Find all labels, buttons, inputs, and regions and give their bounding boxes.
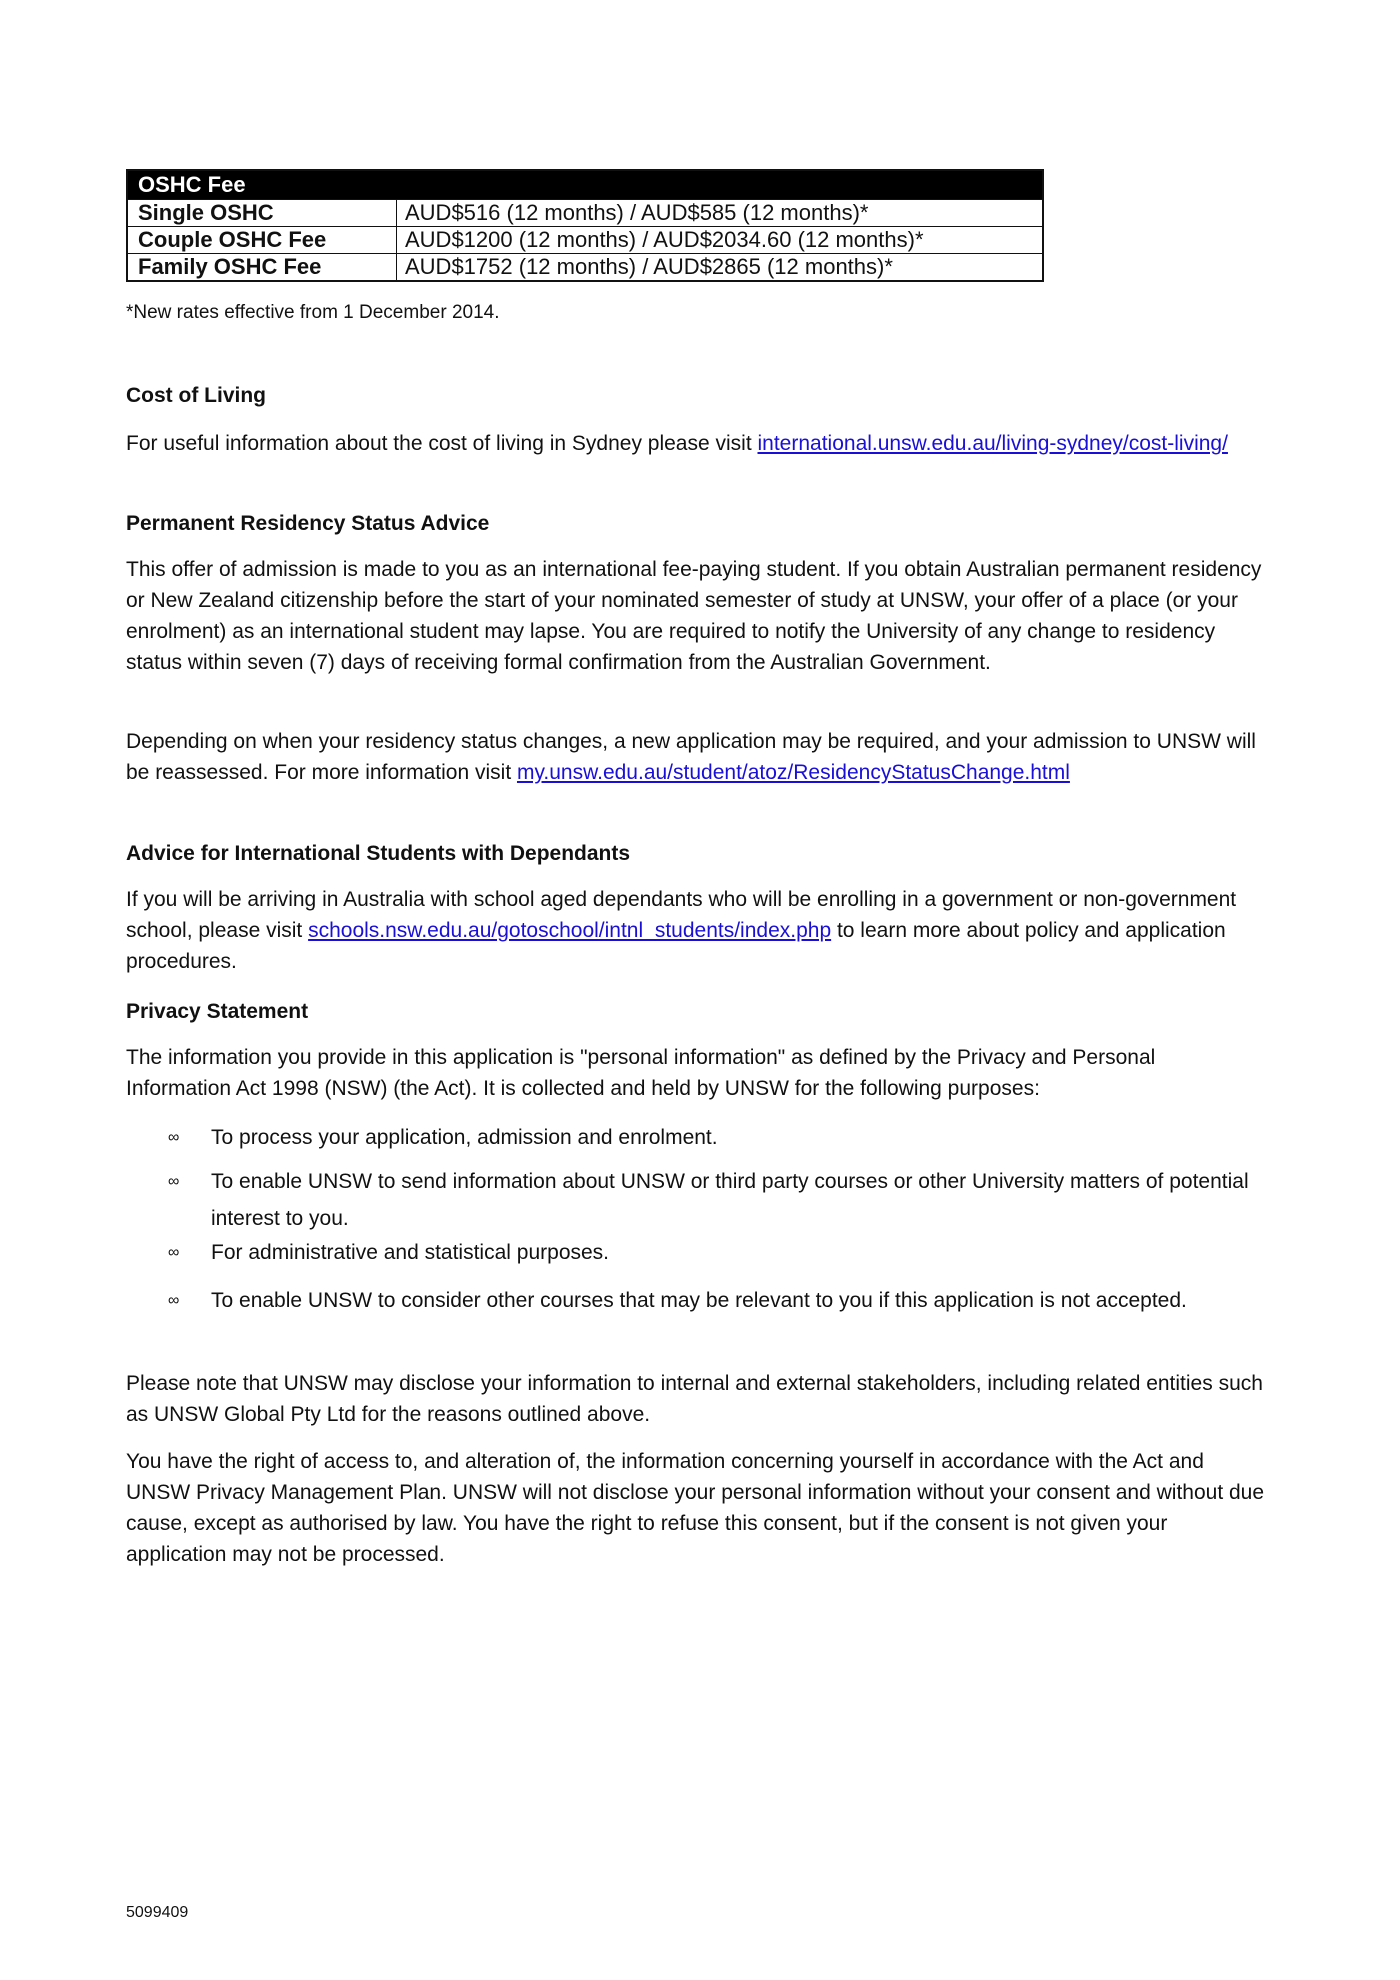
list-item-text: To enable UNSW to consider other courses that may be relevant to you if this application is not accepted. — [211, 1289, 1187, 1312]
list-item — [126, 1163, 1266, 1237]
cost-of-living-link[interactable]: international.unsw.edu.au/living-sydney/cost-living/ — [757, 432, 1228, 455]
dependants-text-after: to learn more about policy and application procedures. — [126, 919, 1226, 973]
oshc-row-value: AUD$1752 (12 months) / AUD$2865 (12 months)* — [397, 254, 1044, 282]
residency-heading: Permanent Residency Status Advice — [126, 512, 490, 535]
dependants-link[interactable]: schools.nsw.edu.au/gotoschool/intnl_students/index.php — [308, 919, 832, 942]
oshc-table-header: OSHC Fee — [127, 170, 1043, 200]
table-row — [127, 227, 1043, 254]
privacy-disclosure-paragraph: Please note that UNSW may disclose your information to internal and external stakeholders, including related entities such as UNSW Global Pty Ltd for the reasons outlined above. — [126, 1372, 1263, 1426]
oshc-fee-table — [126, 169, 1044, 282]
infinity-bullet-icon: ∞ — [168, 1173, 180, 1190]
list-item-text: To process your application, admission and enrolment. — [211, 1126, 718, 1149]
cost-of-living-text: For useful information about the cost of living in Sydney please visit — [126, 432, 758, 455]
residency-link[interactable]: my.unsw.edu.au/student/atoz/ResidencyStatusChange.html — [516, 761, 1070, 784]
table-row — [127, 200, 1043, 227]
oshc-row-label: Single OSHC — [127, 200, 397, 227]
dependants-text-before: If you will be arriving in Australia with school aged dependants who will be enrolling in a government or non-government school, please visit — [126, 888, 1237, 942]
privacy-intro: The information you provide in this application is "personal information" as defined by the Privacy and Personal Information Act 1998 (NSW) (the Act). It is collected and held by UNSW for the following purposes: — [126, 1046, 1156, 1100]
oshc-footnote: *New rates effective from 1 December 2014. — [126, 302, 500, 323]
document-number: 5099409 — [126, 1904, 189, 1921]
cost-of-living-heading: Cost of Living — [126, 384, 266, 407]
infinity-bullet-icon: ∞ — [168, 1129, 180, 1146]
infinity-bullet-icon: ∞ — [168, 1244, 180, 1261]
table-row — [127, 254, 1043, 282]
privacy-heading: Privacy Statement — [126, 1000, 309, 1023]
oshc-row-value: AUD$516 (12 months) / AUD$585 (12 months)* — [397, 200, 1044, 227]
residency-paragraph-2 — [126, 726, 1266, 788]
list-item — [126, 1237, 1266, 1268]
dependants-heading: Advice for International Students with Dependants — [126, 842, 631, 865]
privacy-purpose-list — [126, 1122, 1266, 1324]
residency-text: Depending on when your residency status changes, a new application may be required, and your admission to UNSW will be reassessed. For more information visit — [126, 730, 1256, 784]
list-item — [126, 1278, 1266, 1324]
oshc-row-label: Couple OSHC Fee — [127, 227, 397, 254]
list-item — [126, 1122, 1266, 1153]
oshc-row-label: Family OSHC Fee — [127, 254, 397, 282]
infinity-bullet-icon: ∞ — [168, 1292, 180, 1309]
privacy-rights-paragraph: You have the right of access to, and alteration of, the information concerning yourself in accordance with the Act and UNSW Privacy Management Plan. UNSW will not disclose your personal information without your consent and without due cause, except as authorised by law. You have the right to refuse this consent, but if the consent is not given your application may not be processed. — [126, 1450, 1265, 1566]
residency-paragraph-1: This offer of admission is made to you as an international fee-paying student. If you obtain Australian permanent residency or New Zealand citizenship before the start of your nominated semester of study at UNSW, your offer of a place (or your enrolment) as an international student may lapse. You are required to notify the University of any change to residency status within seven (7) days of receiving formal confirmation from the Australian Government. — [126, 558, 1262, 674]
list-item-text: To enable UNSW to send information about UNSW or third party courses or other University matters of potential interest to you. — [211, 1170, 1249, 1230]
oshc-row-value: AUD$1200 (12 months) / AUD$2034.60 (12 months)* — [397, 227, 1044, 254]
dependants-paragraph — [126, 884, 1266, 977]
cost-of-living-paragraph — [126, 428, 1266, 459]
list-item-text: For administrative and statistical purposes. — [211, 1241, 610, 1264]
